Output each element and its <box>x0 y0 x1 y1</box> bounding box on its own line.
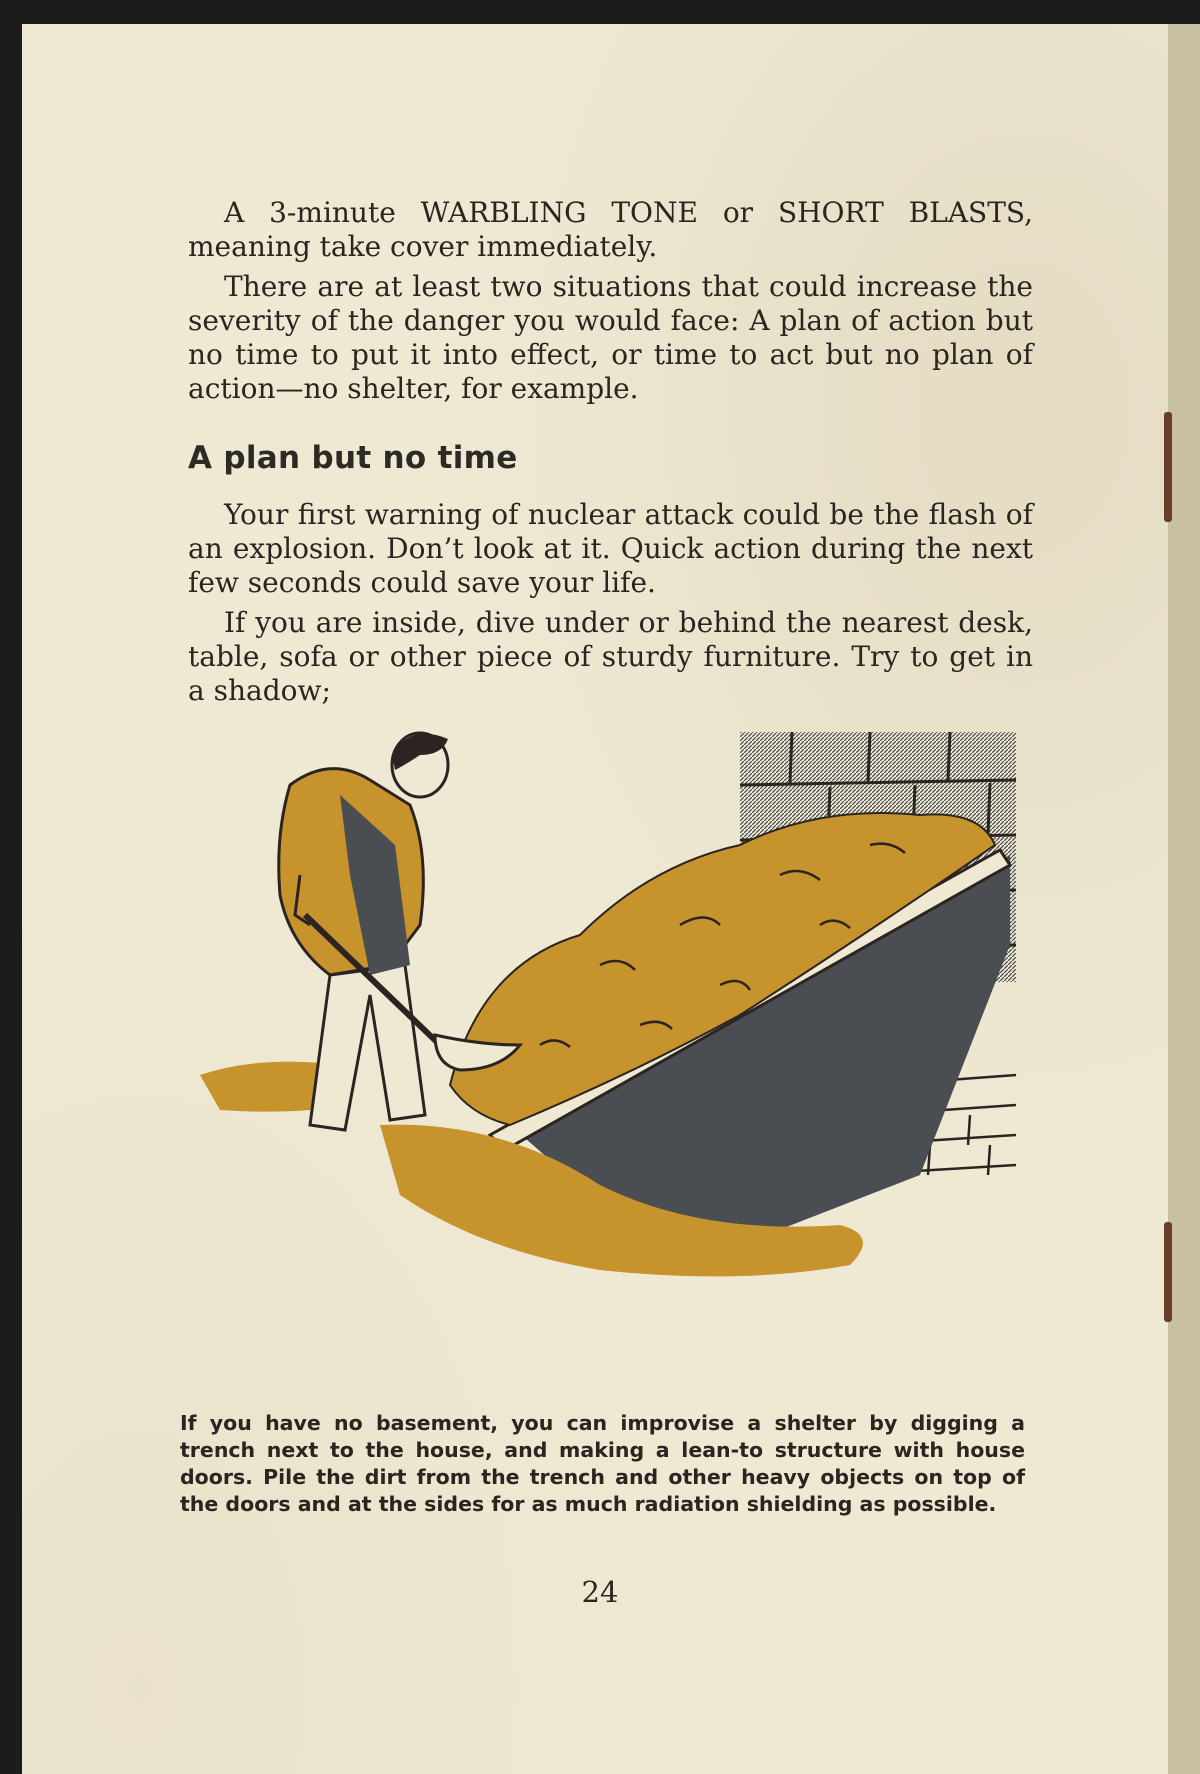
section-text <box>188 498 1033 714</box>
illustration-caption: If you have no basement, you can improvise a shelter by digging a trench next to the house, and making a lean-to structure with house doors. Pile the dirt from the trench and other heavy objects on top of the doors and at the sides for as much radiation shielding as possible. <box>180 1411 1025 1516</box>
binding-stitch-bottom <box>1164 1222 1172 1322</box>
section-heading: A plan but no time <box>188 440 518 476</box>
paragraph: If you are inside, dive under or behind the nearest desk, table, sofa or other piece of sturdy furniture. Try to get in a shadow; <box>188 606 1033 707</box>
trench-shelter-illustration <box>180 725 1030 1345</box>
book-spine <box>1168 24 1200 1774</box>
binding-stitch-top <box>1164 412 1172 522</box>
page-number: 24 <box>581 1575 619 1609</box>
paragraph: A 3-minute WARBLING TONE or SHORT BLASTS, meaning take cover immediately. <box>188 196 1033 263</box>
paragraph: There are at least two situations that could increase the severity of the danger you would face: A plan of action but no time to put it into effect, or time to act but no plan of action—no shelter, for example. <box>188 270 1033 405</box>
paragraph: Your first warning of nuclear attack could be the flash of an explosion. Don’t look at it. Quick action during the next few seconds could save your life. <box>188 498 1033 599</box>
intro-text <box>188 196 1033 412</box>
